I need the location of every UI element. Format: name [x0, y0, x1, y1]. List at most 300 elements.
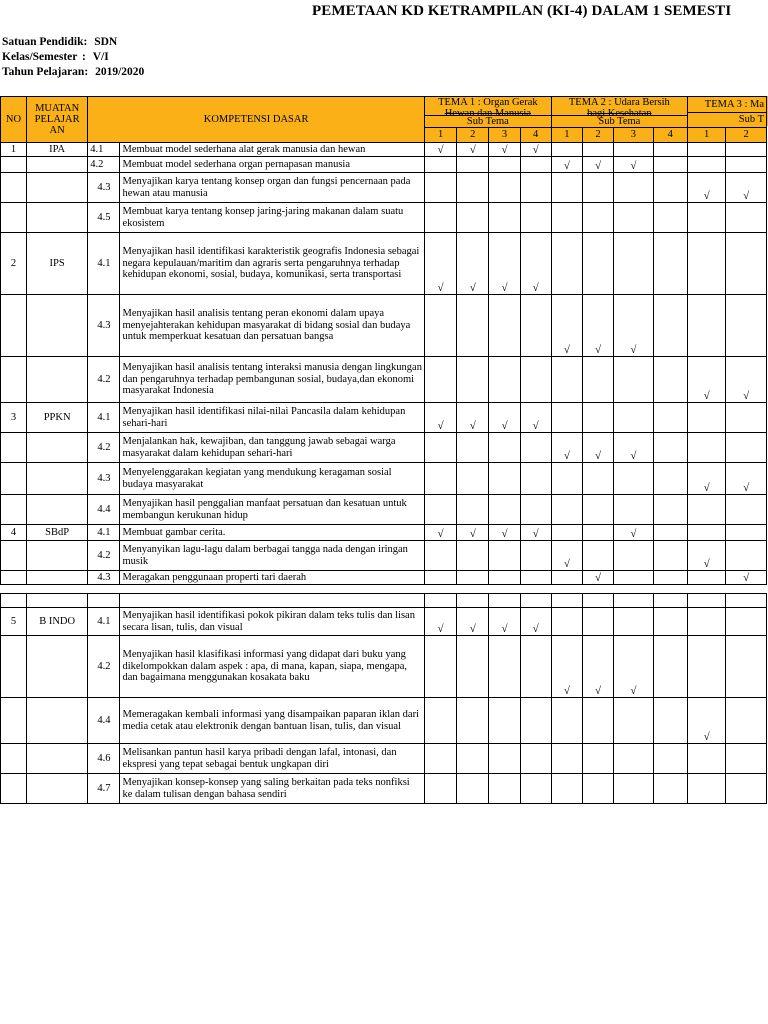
- empty-cell: [520, 433, 551, 463]
- empty-cell: [424, 463, 456, 495]
- row-number: [1, 357, 27, 403]
- table-row: [1, 157, 767, 173]
- empty-cell: [424, 433, 456, 463]
- empty-cell: [582, 203, 613, 233]
- empty-cell: [520, 774, 551, 804]
- empty-cell: [551, 594, 582, 608]
- empty-cell: [457, 541, 489, 571]
- empty-cell: [520, 173, 551, 203]
- empty-cell: [424, 357, 456, 403]
- empty-cell: [653, 203, 687, 233]
- empty-cell: [653, 157, 687, 173]
- check-mark: √: [726, 357, 767, 403]
- meta-label: Satuan Pendidik: [2, 36, 84, 48]
- row-kd-number: 4.1: [88, 525, 120, 541]
- check-mark: √: [687, 698, 725, 744]
- empty-cell: [653, 173, 687, 203]
- meta-label: Kelas/Semester: [2, 51, 78, 63]
- table-row: [1, 636, 767, 698]
- empty-cell: [489, 744, 520, 774]
- empty-cell: [614, 744, 653, 774]
- empty-cell: [520, 495, 551, 525]
- empty-cell: [457, 698, 489, 744]
- check-mark: √: [687, 173, 725, 203]
- sub-tema-label: Sub Tema: [552, 115, 687, 127]
- empty-cell: [614, 463, 653, 495]
- empty-cell: [520, 295, 551, 357]
- row-subject: [26, 433, 87, 463]
- check-mark: √: [520, 525, 551, 541]
- empty-cell: [582, 744, 613, 774]
- row-subject: [26, 157, 87, 173]
- empty-cell: [520, 357, 551, 403]
- row-subject: [26, 173, 87, 203]
- meta-value: SDN: [94, 36, 118, 48]
- empty-cell: [520, 698, 551, 744]
- row-kd-description: Menyajikan hasil analisis tentang peran ekonomi dalam upaya menyejahterakan kehidupan masyarakat di bidang sosial dan budaya untuk memperkuat kesatuan dan persatuan bangsa: [120, 295, 424, 357]
- gap-cell: [1, 585, 767, 594]
- row-number: 1: [1, 143, 27, 157]
- empty-cell: [614, 143, 653, 157]
- empty-cell: [457, 357, 489, 403]
- empty-cell: [653, 295, 687, 357]
- row-number: 4: [1, 525, 27, 541]
- sub-tema-number: 1: [424, 128, 456, 143]
- tema-2-title: TEMA 2 : Udara Bersih: [568, 97, 670, 108]
- row-kd-number: 4.2: [88, 357, 120, 403]
- empty-cell: [551, 608, 582, 636]
- empty-cell: [551, 143, 582, 157]
- empty-cell: [726, 744, 767, 774]
- empty-cell: [520, 203, 551, 233]
- empty-cell: [424, 594, 456, 608]
- empty-cell: [424, 774, 456, 804]
- empty-cell: [520, 157, 551, 173]
- row-kd-description: Membuat model sederhana alat gerak manusia dan hewan: [120, 143, 424, 157]
- empty-cell: [687, 571, 725, 585]
- sub-tema-number: 2: [582, 128, 613, 143]
- row-kd-description: Menjalankan hak, kewajiban, dan tanggung jawab sebagai warga masyarakat dalam kehidupan sehari-hari: [120, 433, 424, 463]
- empty-cell: [489, 774, 520, 804]
- row-number: [1, 203, 27, 233]
- row-number: [1, 571, 27, 585]
- table-row: [1, 233, 767, 295]
- empty-cell: [489, 594, 520, 608]
- row-number: 3: [1, 403, 27, 433]
- empty-cell: [1, 594, 27, 608]
- row-kd-description: Menyajikan hasil klasifikasi informasi yang didapat dari buku yang dikelompokkan dalam aspek : apa, di mana, kapan, siapa, mengapa, dan bagaimana menggunakan kosakata baku: [120, 636, 424, 698]
- row-subject: [26, 636, 87, 698]
- check-mark: √: [520, 403, 551, 433]
- row-kd-number: 4.3: [88, 463, 120, 495]
- check-mark: √: [520, 608, 551, 636]
- empty-cell: [457, 636, 489, 698]
- table-row: [1, 495, 767, 525]
- empty-cell: [653, 357, 687, 403]
- empty-cell: [489, 157, 520, 173]
- row-kd-description: Melisankan pantun hasil karya pribadi dengan lafal, intonasi, dan ekspresi yang tepat sebagai bentuk ungkapan diri: [120, 744, 424, 774]
- empty-cell: [457, 295, 489, 357]
- empty-cell: [687, 157, 725, 173]
- empty-cell: [424, 203, 456, 233]
- empty-cell: [489, 698, 520, 744]
- empty-cell: [551, 463, 582, 495]
- row-number: 5: [1, 608, 27, 636]
- empty-cell: [726, 774, 767, 804]
- row-kd-number: 4.7: [88, 774, 120, 804]
- row-subject: [26, 698, 87, 744]
- empty-cell: [582, 698, 613, 744]
- row-subject: IPS: [26, 233, 87, 295]
- header-subtema-3: Sub T: [687, 113, 766, 128]
- empty-cell: [582, 594, 613, 608]
- meta-value: V/I: [92, 51, 109, 63]
- empty-cell: [653, 525, 687, 541]
- empty-cell: [614, 233, 653, 295]
- empty-cell: [614, 774, 653, 804]
- row-kd-description: Memeragakan kembali informasi yang disampaikan paparan iklan dari media cetak atau elektronik dengan bantuan lisan, tulis, dan visual: [120, 698, 424, 744]
- check-mark: √: [726, 463, 767, 495]
- row-kd-description: Menyanyikan lagu-lagu dalam berbagai tangga nada dengan iringan musik: [120, 541, 424, 571]
- check-mark: √: [424, 403, 456, 433]
- empty-cell: [614, 594, 653, 608]
- table-row: [1, 608, 767, 636]
- empty-cell: [614, 698, 653, 744]
- empty-cell: [687, 203, 725, 233]
- empty-cell: [520, 636, 551, 698]
- empty-cell: [457, 157, 489, 173]
- check-mark: √: [614, 433, 653, 463]
- check-mark: √: [582, 636, 613, 698]
- empty-cell: [653, 433, 687, 463]
- row-number: 2: [1, 233, 27, 295]
- meta-kelas-semester: Kelas/Semester : V/I: [2, 51, 109, 63]
- empty-cell: [551, 495, 582, 525]
- sub-tema-number: 3: [489, 128, 520, 143]
- empty-cell: [424, 744, 456, 774]
- sub-tema-number: 4: [653, 128, 687, 143]
- row-kd-number: 4.2: [88, 636, 120, 698]
- empty-cell: [551, 173, 582, 203]
- kd-mapping-table: [0, 96, 767, 804]
- empty-cell: [457, 433, 489, 463]
- check-mark: √: [551, 157, 582, 173]
- header-tema-2: [551, 97, 687, 128]
- empty-cell: [726, 157, 767, 173]
- row-subject: [26, 774, 87, 804]
- row-number: [1, 463, 27, 495]
- header-row-1: [1, 97, 767, 113]
- table-row: [1, 541, 767, 571]
- sub-tema-number: 2: [457, 128, 489, 143]
- table-viewport: [0, 96, 764, 804]
- document-title: PEMETAAN KD KETRAMPILAN (KI-4) DALAM 1 SEMESTI: [312, 3, 732, 19]
- row-subject: [26, 463, 87, 495]
- header-tema-1: [424, 97, 551, 128]
- empty-cell: [726, 143, 767, 157]
- empty-cell: [726, 594, 767, 608]
- empty-cell: [582, 233, 613, 295]
- empty-cell: [551, 774, 582, 804]
- empty-cell: [489, 203, 520, 233]
- row-kd-description: Meragakan penggunaan properti tari daerah: [120, 571, 424, 585]
- sub-tema-number: 3: [614, 128, 653, 143]
- empty-cell: [653, 541, 687, 571]
- empty-cell: [653, 698, 687, 744]
- empty-cell: [520, 541, 551, 571]
- empty-cell: [687, 525, 725, 541]
- row-subject: SBdP: [26, 525, 87, 541]
- empty-cell: [551, 571, 582, 585]
- table-row: [1, 744, 767, 774]
- sub-tema-number: 2: [726, 128, 767, 143]
- row-subject: [26, 571, 87, 585]
- empty-cell: [457, 774, 489, 804]
- empty-cell: [582, 525, 613, 541]
- empty-cell: [653, 774, 687, 804]
- empty-cell: [551, 698, 582, 744]
- row-number: [1, 774, 27, 804]
- check-mark: √: [687, 357, 725, 403]
- sub-tema-number: 1: [687, 128, 725, 143]
- row-number: [1, 173, 27, 203]
- table-row: [1, 143, 767, 157]
- empty-cell: [726, 295, 767, 357]
- empty-cell: [489, 463, 520, 495]
- check-mark: √: [582, 157, 613, 173]
- row-kd-description: Menyelenggarakan kegiatan yang mendukung keragaman sosial budaya masyarakat: [120, 463, 424, 495]
- empty-cell: [614, 357, 653, 403]
- header-no: NO: [1, 97, 27, 143]
- check-mark: √: [551, 433, 582, 463]
- empty-cell: [551, 357, 582, 403]
- table-row: [1, 295, 767, 357]
- check-mark: √: [520, 143, 551, 157]
- check-mark: √: [726, 173, 767, 203]
- tema-2-subtitle: bagi Kesehatan: [587, 108, 652, 119]
- header-kompetensi-dasar: KOMPETENSI DASAR: [88, 97, 425, 143]
- empty-cell: [726, 608, 767, 636]
- table-row: [1, 203, 767, 233]
- check-mark: √: [489, 403, 520, 433]
- empty-cell: [551, 525, 582, 541]
- empty-cell: [582, 403, 613, 433]
- empty-cell: [653, 608, 687, 636]
- row-number: [1, 157, 27, 173]
- check-mark: √: [457, 403, 489, 433]
- empty-cell: [582, 143, 613, 157]
- row-kd-number: 4.2: [88, 541, 120, 571]
- empty-cell: [726, 203, 767, 233]
- empty-cell: [653, 143, 687, 157]
- row-kd-description: Menyajikan hasil penggalian manfaat persatuan dan kesatuan untuk membangun kerukunan hidup: [120, 495, 424, 525]
- row-number: [1, 636, 27, 698]
- row-kd-description: Membuat karya tentang konsep jaring-jaring makanan dalam suatu ekosistem: [120, 203, 424, 233]
- row-kd-description: Menyajikan hasil analisis tentang interaksi manusia dengan lingkungan dan pengaruhnya terhadap pembangunan sosial, budaya,dan ekonomi masyarakat Indonesia: [120, 357, 424, 403]
- empty-cell: [687, 594, 725, 608]
- empty-cell: [88, 594, 120, 608]
- empty-cell: [582, 541, 613, 571]
- sub-tema-number: 4: [520, 128, 551, 143]
- table-row: [1, 357, 767, 403]
- check-mark: √: [551, 295, 582, 357]
- empty-cell: [614, 403, 653, 433]
- meta-tahun-pelajaran: Tahun Pelajaran: 2019/2020: [2, 66, 145, 78]
- empty-cell: [653, 403, 687, 433]
- empty-cell: [457, 173, 489, 203]
- check-mark: √: [424, 233, 456, 295]
- empty-cell: [653, 495, 687, 525]
- empty-cell: [687, 295, 725, 357]
- row-kd-description: Menyajikan konsep-konsep yang saling berkaitan pada teks nonfiksi ke dalam tulisan dengan bahasa sendiri: [120, 774, 424, 804]
- row-kd-number: 4.1: [88, 403, 120, 433]
- empty-cell: [726, 525, 767, 541]
- check-mark: √: [582, 433, 613, 463]
- empty-cell: [653, 233, 687, 295]
- row-kd-description: Membuat gambar cerita.: [120, 525, 424, 541]
- check-mark: √: [687, 463, 725, 495]
- row-number: [1, 295, 27, 357]
- empty-cell: [614, 541, 653, 571]
- check-mark: √: [457, 525, 489, 541]
- row-kd-number: 4.3: [88, 173, 120, 203]
- empty-cell: [26, 594, 87, 608]
- table-row: [1, 463, 767, 495]
- empty-cell: [424, 541, 456, 571]
- meta-label: Tahun Pelajaran: [2, 66, 85, 78]
- row-number: [1, 744, 27, 774]
- check-mark: √: [582, 295, 613, 357]
- header-muatan: MUATAN PELAJAR AN: [26, 97, 87, 143]
- empty-cell: [653, 594, 687, 608]
- empty-cell: [614, 203, 653, 233]
- empty-cell: [653, 744, 687, 774]
- check-mark: √: [489, 143, 520, 157]
- empty-cell: [687, 636, 725, 698]
- empty-cell: [489, 173, 520, 203]
- row-kd-number: 4.2: [88, 157, 120, 173]
- empty-cell: [726, 495, 767, 525]
- check-mark: √: [520, 233, 551, 295]
- check-mark: √: [614, 636, 653, 698]
- empty-cell: [520, 594, 551, 608]
- header-tema-3: TEMA 3 : Ma: [687, 97, 766, 113]
- row-kd-number: 4.5: [88, 203, 120, 233]
- empty-cell: [726, 233, 767, 295]
- sub-tema-label: Sub Tema: [425, 115, 551, 127]
- table-row: [1, 698, 767, 744]
- empty-cell: [582, 608, 613, 636]
- check-mark: √: [726, 571, 767, 585]
- empty-cell: [653, 636, 687, 698]
- blank-row: [1, 594, 767, 608]
- empty-cell: [726, 541, 767, 571]
- tema-1-title: TEMA 1 : Organ Gerak: [438, 97, 538, 108]
- empty-cell: [687, 403, 725, 433]
- empty-cell: [726, 403, 767, 433]
- row-kd-number: 4.3: [88, 295, 120, 357]
- empty-cell: [424, 173, 456, 203]
- section-gap: [1, 585, 767, 594]
- check-mark: √: [424, 608, 456, 636]
- row-kd-number: 4.4: [88, 698, 120, 744]
- empty-cell: [726, 698, 767, 744]
- empty-cell: [582, 774, 613, 804]
- empty-cell: [582, 495, 613, 525]
- empty-cell: [687, 433, 725, 463]
- tema-1-subtitle: Hewan dan Manusia: [444, 108, 532, 119]
- empty-cell: [489, 495, 520, 525]
- empty-cell: [424, 571, 456, 585]
- check-mark: √: [457, 608, 489, 636]
- row-kd-number: 4.2: [88, 433, 120, 463]
- empty-cell: [520, 571, 551, 585]
- empty-cell: [687, 744, 725, 774]
- empty-cell: [424, 295, 456, 357]
- row-subject: IPA: [26, 143, 87, 157]
- row-kd-description: Membuat model sederhana organ pernapasan manusia: [120, 157, 424, 173]
- row-number: [1, 698, 27, 744]
- row-subject: [26, 495, 87, 525]
- check-mark: √: [551, 541, 582, 571]
- check-mark: √: [582, 571, 613, 585]
- table-row: [1, 525, 767, 541]
- empty-cell: [489, 571, 520, 585]
- row-kd-number: 4.3: [88, 571, 120, 585]
- empty-cell: [489, 541, 520, 571]
- row-kd-number: 4.1: [88, 608, 120, 636]
- empty-cell: [726, 433, 767, 463]
- row-kd-description: Menyajikan hasil identifikasi pokok pikiran dalam teks tulis dan lisan secara lisan, tulis, dan visual: [120, 608, 424, 636]
- empty-cell: [614, 173, 653, 203]
- check-mark: √: [551, 636, 582, 698]
- row-number: [1, 495, 27, 525]
- table-row: [1, 433, 767, 463]
- sub-tema-number: 1: [551, 128, 582, 143]
- row-subject: [26, 744, 87, 774]
- row-number: [1, 541, 27, 571]
- row-subject: B INDO: [26, 608, 87, 636]
- empty-cell: [726, 636, 767, 698]
- empty-cell: [551, 203, 582, 233]
- empty-cell: [687, 143, 725, 157]
- check-mark: √: [424, 525, 456, 541]
- check-mark: √: [457, 143, 489, 157]
- empty-cell: [582, 357, 613, 403]
- check-mark: √: [424, 143, 456, 157]
- empty-cell: [687, 608, 725, 636]
- row-subject: [26, 295, 87, 357]
- empty-cell: [551, 403, 582, 433]
- row-kd-description: Menyajikan hasil identifikasi karakteristik geografis Indonesia sebagai negara kepulauan/maritim dan agraris serta pengaruhnya terhadap kehidupan ekonomi, sosial, budaya, komunikasi, serta transportasi: [120, 233, 424, 295]
- check-mark: √: [489, 608, 520, 636]
- empty-cell: [457, 744, 489, 774]
- empty-cell: [424, 636, 456, 698]
- empty-cell: [424, 495, 456, 525]
- row-subject: PPKN: [26, 403, 87, 433]
- empty-cell: [489, 433, 520, 463]
- check-mark: √: [687, 541, 725, 571]
- row-subject: [26, 203, 87, 233]
- empty-cell: [614, 608, 653, 636]
- check-mark: √: [489, 233, 520, 295]
- empty-cell: [520, 744, 551, 774]
- empty-cell: [457, 463, 489, 495]
- check-mark: √: [489, 525, 520, 541]
- empty-cell: [653, 571, 687, 585]
- empty-cell: [457, 495, 489, 525]
- empty-cell: [457, 571, 489, 585]
